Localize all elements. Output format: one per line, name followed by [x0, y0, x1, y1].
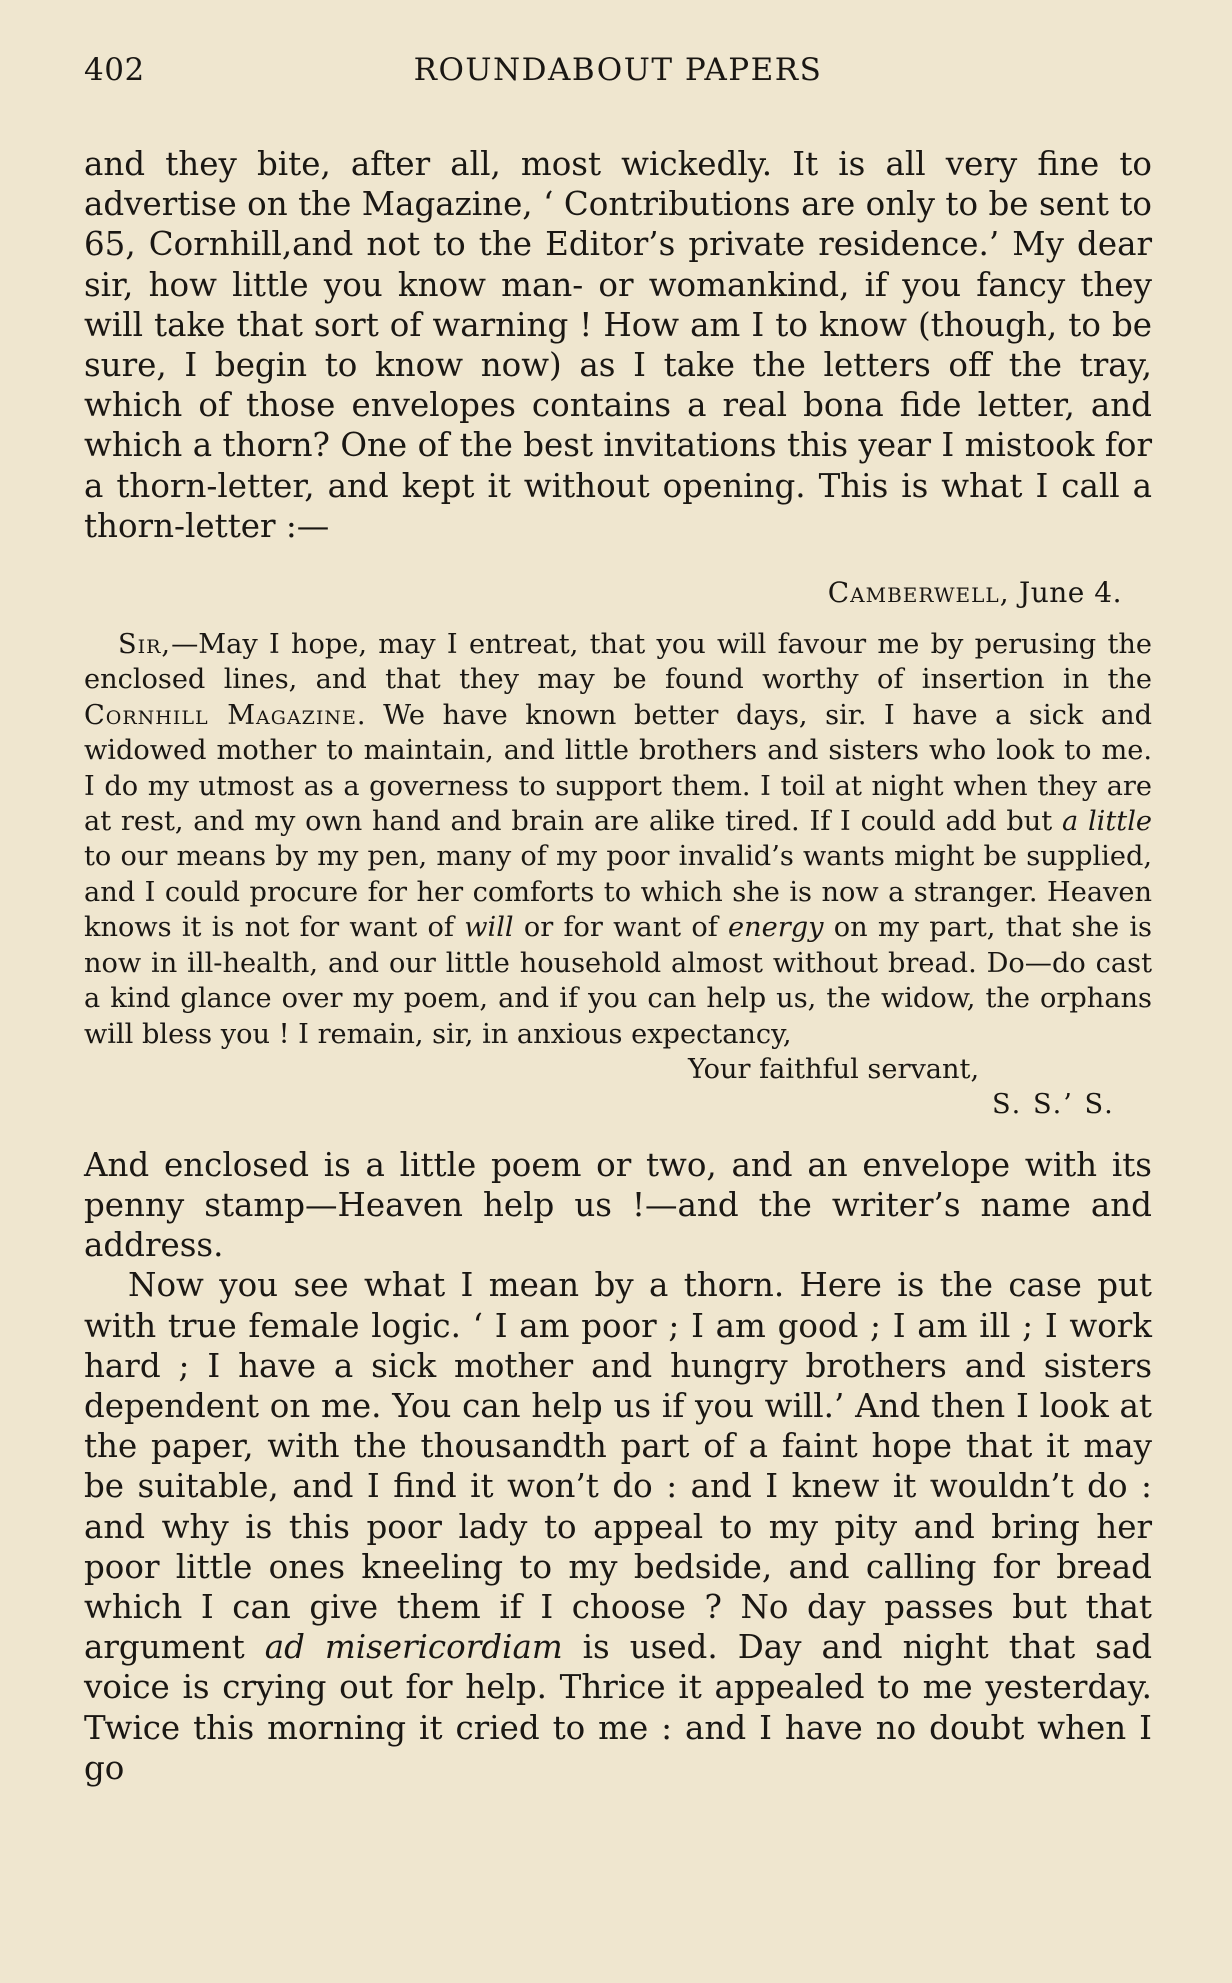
letter-salutation: Sir,	[118, 629, 172, 661]
text-segment: to our means by my pen, many of my poor invalid’s wants might be supplied, and I could procure for her comforts to which she is now a stranger. Heaven knows it is not for want of	[84, 841, 1152, 944]
emphasis: will	[464, 912, 514, 944]
letter-dateline	[84, 576, 1122, 609]
text-segment: . We have known better days, sir. I have a sick and widowed mother to maintain, and little brothers and sisters who look to me. I do my utmost as a governess to support them. I toil at night when they are at rest, and my own hand and brain are alike tired. If I could add but	[84, 699, 1152, 838]
emphasis: a little	[1061, 806, 1152, 838]
letter	[84, 576, 1152, 1123]
text-segment: is used. Day and night that sad voice is crying out for help. Thrice it appealed to me yesterday. Twice this morning it cried to me : and I have no doubt when I go	[84, 1628, 1153, 1787]
book-page	[84, 52, 1152, 1788]
running-head	[84, 52, 1152, 98]
paragraph-enclosed	[84, 1145, 1152, 1266]
text-segment: on my part, that she is now in ill-health, and our little household almost without bread. Do—do cast a kind glance over my poem, and if you can help us, the widow, the orphans will bless you ! I remain, sir, in anxious expectancy,	[84, 912, 1152, 1050]
text-segment: —May I hope, may I entreat, that you will favour me by perusing the enclosed lines, and that they may be found worthy of insertion in the	[84, 629, 1152, 696]
dateline-place: Camberwell,	[827, 576, 1010, 610]
letter-body	[84, 627, 1152, 1052]
magazine-name: Cornhill Magazine	[84, 699, 357, 731]
letter-sign-off	[84, 1052, 1152, 1123]
emphasis: ad misericordiam	[264, 1628, 563, 1667]
text-segment: or for want of	[513, 912, 729, 944]
emphasis: energy	[728, 912, 824, 944]
text-segment: and they bite, after all, most wickedly. It is all very fine to advertise on the Magazine, ‘ Contributions are only to be sent to 65, Cornhill,and not to the Editor’s private residence.’ My dear sir, how little you know man- or womankind, if you fancy they will take that sort of warning ! How am I to know (though, to be sure, I begin to know now) as I take the letters off the tray, which of those envelopes contains a real bona fide letter, and which a thorn? One of the best invitations this year I mistook for a thorn-letter, and kept it without opening. This is what I call a thorn-letter :—	[84, 145, 1152, 545]
dateline-date: June 4.	[1009, 576, 1122, 610]
letter-valediction: Your faithful servant,	[688, 1053, 980, 1085]
paragraph-thorn	[84, 1265, 1152, 1788]
running-title: ROUNDABOUT PAPERS	[413, 52, 823, 88]
letter-signature: S. S.’ S.	[992, 1089, 1115, 1121]
text-segment: Now you see what I mean by a thorn. Here is the case put with true female logic. ‘ I am poor ; I am good ; I am ill ; I work hard ; I have a sick mother and hungry brothers and sisters dependent on me. You can help us if you will.’ And then I look at the paper, with the thousandth part of a faint hope that it may be suitable, and I find it won’t do : and I knew it wouldn’t do : and why is this poor lady to appeal to my pity and bring her poor little ones kneeling to my bedside, and calling for bread which I can give them if I choose ? No day passes but that argument	[84, 1266, 1152, 1667]
text-segment: And enclosed is a little poem or two, and an envelope with its penny stamp—Heaven help us !—and the writer’s name and address.	[84, 1145, 1152, 1265]
paragraph-opening	[84, 144, 1152, 546]
page-number: 402	[84, 52, 145, 88]
